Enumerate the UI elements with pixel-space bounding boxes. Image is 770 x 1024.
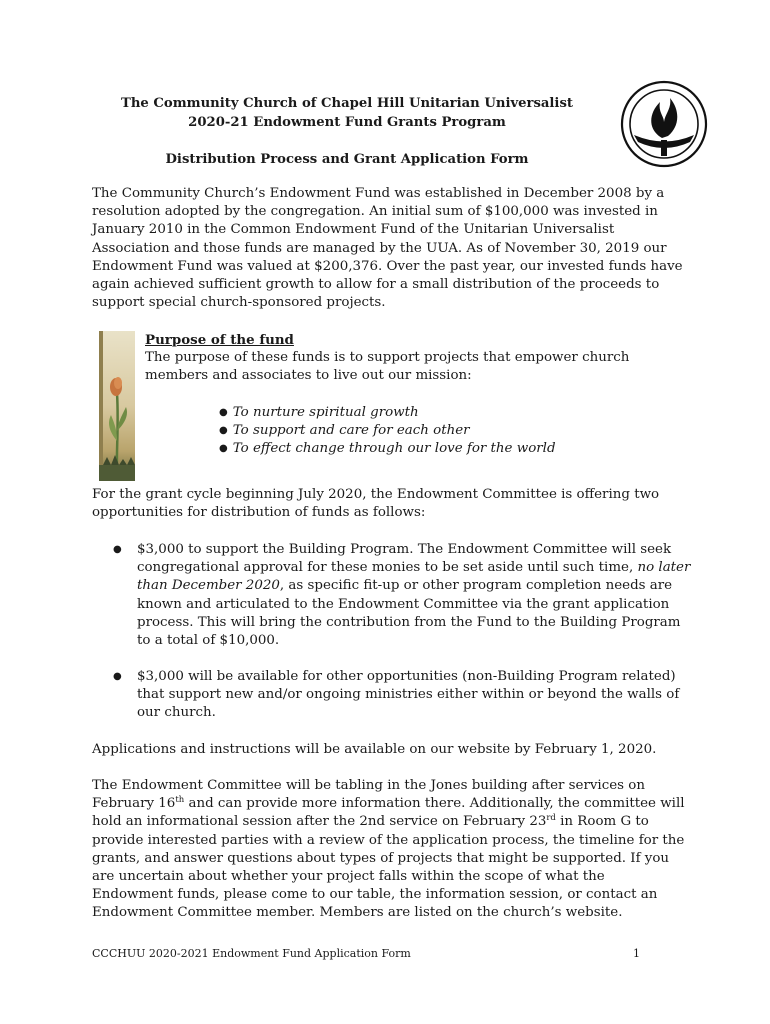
tabling-text-3: in Room G to provide interested parties with a review of the application process, the timeline for the grants, and answer questions about types of projects that might be supported. If you are uncertain about whether your project falls within the scope of what the Endowment funds, please come to our table, the information session, or contact an Endowment Committee member. Members are listed on the church’s website. [92, 814, 685, 921]
flaming-chalice-logo-icon [618, 78, 710, 170]
tabling-paragraph [92, 777, 688, 923]
purpose-section [145, 331, 685, 386]
mission-item: ● To effect change through our love for the world [219, 440, 679, 458]
intro-paragraph: The Community Church’s Endowment Fund was established in December 2008 by a resolution adopted by the congregation. An initial sum of $100,000 was invested in January 2010 in the Common Endowment Fund of the Unitarian Universalist Association and those funds are managed by the UUA. As of November 30, 2019 our Endowment Fund was valued at $200,376. Over the past year, our invested funds have again achieved sufficient growth to allow for a small distribution of the proceeds to support special church-sponsored projects. [92, 186, 683, 311]
purpose-heading: Purpose of the fund [145, 332, 294, 348]
tabling-text-1: The Endowment Committee will be tabling in the Jones building after services on February 16 [92, 778, 645, 812]
purpose-text: The purpose of these funds is to support projects that empower church members and associates to live out our mission: [145, 350, 630, 384]
applications-paragraph: Applications and instructions will be available on our website by February 1, 2020. [92, 742, 657, 757]
tabling-text-2: and can provide more information there. Additionally, the committee will hold an informational session after the 2nd service on February 23 [92, 796, 685, 830]
mission-item: ● To nurture spiritual growth [219, 404, 679, 422]
opportunity-one-tail: , as specific fit-up or other program completion needs are known and articulated to the Endowment Committee via the grant application process. This will bring the contribution from the Fund to the Building Program to a total of $10,000. [137, 578, 681, 649]
ordinal-suffix: rd [546, 813, 556, 824]
footer-form-label: CCCHUU 2020-2021 Endowment Fund Application Form [92, 947, 411, 960]
opportunity-one-text: $3,000 to support the Building Program. The Endowment Committee will seek congregational approval for these monies to be set aside until such time, [137, 542, 672, 576]
deadline-emphasis: no later than December 2020 [137, 560, 691, 594]
program-title: 2020-21 Endowment Fund Grants Program [188, 115, 506, 130]
church-name-title: The Community Church of Chapel Hill Unitarian Universalist [121, 96, 573, 111]
ordinal-suffix: th [175, 795, 185, 806]
opportunity-two-text: ● $3,000 will be available for other opportunities (non-Building Program related) that support new and/or ongoing ministries either within or beyond the walls of our church. [113, 668, 693, 723]
opportunity-list-item [113, 541, 693, 650]
grant-cycle-paragraph: For the grant cycle beginning July 2020, the Endowment Committee is offering two opportunities for distribution of funds as follows: [92, 487, 660, 521]
opportunity-list-item [113, 668, 693, 723]
page-number: 1 [633, 947, 640, 960]
document-header [92, 94, 602, 169]
flower-banner-image [99, 331, 135, 481]
form-subtitle: Distribution Process and Grant Application Form [165, 152, 529, 167]
mission-item: ● To support and care for each other [219, 422, 679, 440]
mission-list [219, 404, 679, 459]
